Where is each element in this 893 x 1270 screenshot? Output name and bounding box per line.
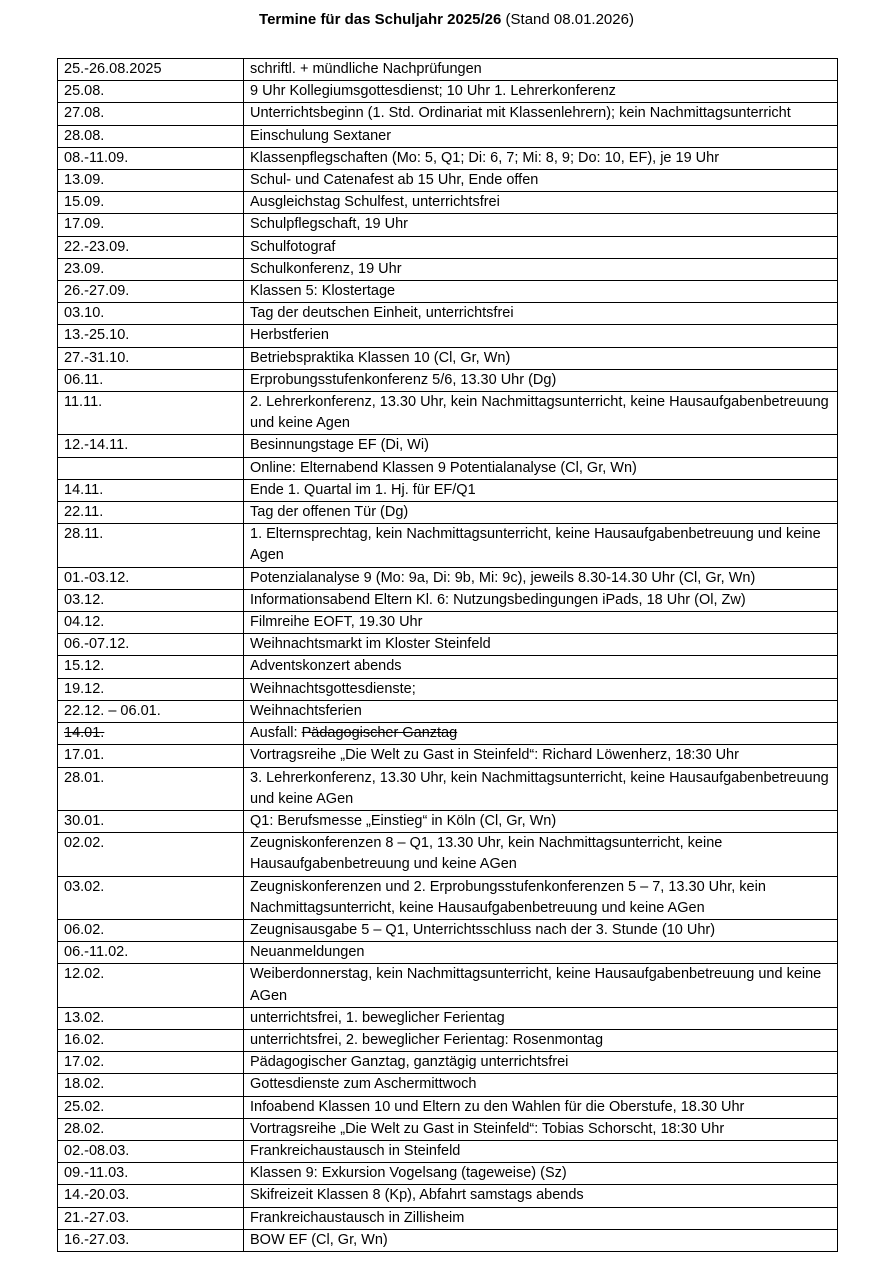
table-row (58, 1229, 838, 1251)
date-cell: 12.-14.11. (58, 435, 244, 457)
date-cell: 28.01. (58, 767, 244, 810)
date-cell: 02.02. (58, 833, 244, 876)
table-row (58, 502, 838, 524)
date-cell: 30.01. (58, 810, 244, 832)
table-row (58, 589, 838, 611)
table-row (58, 125, 838, 147)
event-cell: unterrichtsfrei, 2. beweglicher Ferientag: Rosenmontag (244, 1029, 838, 1051)
date-cell: 27.-31.10. (58, 347, 244, 369)
event-cell: Ausfall: Pädagogischer Ganztag (244, 723, 838, 745)
date-cell: 13.02. (58, 1007, 244, 1029)
table-row (58, 678, 838, 700)
table-row (58, 1185, 838, 1207)
event-cell: Klassen 5: Klostertage (244, 281, 838, 303)
event-cell: Erprobungsstufenkonferenz 5/6, 13.30 Uhr (Dg) (244, 369, 838, 391)
date-cell: 16.-27.03. (58, 1229, 244, 1251)
date-cell: 11.11. (58, 392, 244, 435)
table-row (58, 524, 838, 567)
table-row (58, 1007, 838, 1029)
table-row (58, 81, 838, 103)
event-cell: Tag der offenen Tür (Dg) (244, 502, 838, 524)
table-row (58, 656, 838, 678)
table-row (58, 214, 838, 236)
event-cell: Besinnungstage EF (Di, Wi) (244, 435, 838, 457)
event-cell: Tag der deutschen Einheit, unterrichtsfrei (244, 303, 838, 325)
table-row (58, 876, 838, 919)
event-cell: Weiberdonnerstag, kein Nachmittagsunterricht, keine Hausaufgabenbetreuung und keine AGen (244, 964, 838, 1007)
table-row (58, 59, 838, 81)
event-cell: Betriebspraktika Klassen 10 (Cl, Gr, Wn) (244, 347, 838, 369)
table-row (58, 1207, 838, 1229)
date-cell: 25.-26.08.2025 (58, 59, 244, 81)
event-cell: Einschulung Sextaner (244, 125, 838, 147)
termine-table-body (58, 59, 838, 1252)
table-row (58, 723, 838, 745)
event-cell: schriftl. + mündliche Nachprüfungen (244, 59, 838, 81)
date-cell: 21.-27.03. (58, 1207, 244, 1229)
table-row (58, 1052, 838, 1074)
table-row (58, 612, 838, 634)
event-cell: Klassenpflegschaften (Mo: 5, Q1; Di: 6, 7; Mi: 8, 9; Do: 10, EF), je 19 Uhr (244, 147, 838, 169)
event-cell: Frankreichaustausch in Steinfeld (244, 1140, 838, 1162)
event-cell: Frankreichaustausch in Zillisheim (244, 1207, 838, 1229)
event-cell: Klassen 9: Exkursion Vogelsang (tageweise) (Sz) (244, 1163, 838, 1185)
page-title (0, 10, 893, 30)
title-main: Termine für das Schuljahr 2025/26 (259, 11, 502, 28)
table-row (58, 700, 838, 722)
date-cell: 28.02. (58, 1118, 244, 1140)
date-cell: 25.02. (58, 1096, 244, 1118)
event-cell: Vortragsreihe „Die Welt zu Gast in Steinfeld“: Richard Löwenherz, 18:30 Uhr (244, 745, 838, 767)
event-cell: unterrichtsfrei, 1. beweglicher Ferientag (244, 1007, 838, 1029)
date-cell: 13.09. (58, 170, 244, 192)
table-row (58, 942, 838, 964)
date-cell: 03.12. (58, 589, 244, 611)
event-cell: Zeugniskonferenzen 8 – Q1, 13.30 Uhr, kein Nachmittagsunterricht, keine Hausaufgabenbetreuung und keine AGen (244, 833, 838, 876)
event-cell: Informationsabend Eltern Kl. 6: Nutzungsbedingungen iPads, 18 Uhr (Ol, Zw) (244, 589, 838, 611)
table-row (58, 303, 838, 325)
table-row (58, 479, 838, 501)
date-cell (58, 457, 244, 479)
event-cell: Weihnachtsmarkt im Kloster Steinfeld (244, 634, 838, 656)
table-row (58, 1029, 838, 1051)
date-cell: 25.08. (58, 81, 244, 103)
table-row (58, 103, 838, 125)
struck-date-text: 14.01. (64, 725, 105, 742)
table-row (58, 369, 838, 391)
date-cell: 23.09. (58, 258, 244, 280)
table-row (58, 1096, 838, 1118)
event-cell: Schulfotograf (244, 236, 838, 258)
table-row (58, 634, 838, 656)
table-row (58, 392, 838, 435)
event-cell: 2. Lehrerkonferenz, 13.30 Uhr, kein Nachmittagsunterricht, keine Hausaufgabenbetreuung und keine Agen (244, 392, 838, 435)
date-cell: 27.08. (58, 103, 244, 125)
date-cell: 22.12. – 06.01. (58, 700, 244, 722)
event-cell: Skifreizeit Klassen 8 (Kp), Abfahrt samstags abends (244, 1185, 838, 1207)
date-cell: 15.12. (58, 656, 244, 678)
date-cell: 06.-11.02. (58, 942, 244, 964)
date-cell (58, 723, 244, 745)
date-cell: 17.02. (58, 1052, 244, 1074)
event-cell: Gottesdienste zum Aschermittwoch (244, 1074, 838, 1096)
event-cell: Neuanmeldungen (244, 942, 838, 964)
date-cell: 02.-08.03. (58, 1140, 244, 1162)
table-row (58, 1163, 838, 1185)
event-cell: Online: Elternabend Klassen 9 Potentialanalyse (Cl, Gr, Wn) (244, 457, 838, 479)
event-cell: Schulkonferenz, 19 Uhr (244, 258, 838, 280)
event-cell: Adventskonzert abends (244, 656, 838, 678)
date-cell: 08.-11.09. (58, 147, 244, 169)
date-cell: 17.09. (58, 214, 244, 236)
table-row (58, 1074, 838, 1096)
event-cell: Schul- und Catenafest ab 15 Uhr, Ende offen (244, 170, 838, 192)
table-row (58, 1140, 838, 1162)
date-cell: 22.11. (58, 502, 244, 524)
event-cell: Ende 1. Quartal im 1. Hj. für EF/Q1 (244, 479, 838, 501)
event-cell: Vortragsreihe „Die Welt zu Gast in Steinfeld“: Tobias Schorscht, 18:30 Uhr (244, 1118, 838, 1140)
date-cell: 04.12. (58, 612, 244, 634)
event-cell: Pädagogischer Ganztag, ganztägig unterrichtsfrei (244, 1052, 838, 1074)
table-row (58, 1118, 838, 1140)
event-cell: Zeugniskonferenzen und 2. Erprobungsstufenkonferenzen 5 – 7, 13.30 Uhr, kein Nachmittagsunterricht, keine Hausaufgabenbetreuung und keine AGen (244, 876, 838, 919)
table-row (58, 170, 838, 192)
event-cell: BOW EF (Cl, Gr, Wn) (244, 1229, 838, 1251)
event-cell: Filmreihe EOFT, 19.30 Uhr (244, 612, 838, 634)
date-cell: 16.02. (58, 1029, 244, 1051)
table-row (58, 833, 838, 876)
date-cell: 06.11. (58, 369, 244, 391)
table-row (58, 347, 838, 369)
event-cell: Q1: Berufsmesse „Einstieg“ in Köln (Cl, Gr, Wn) (244, 810, 838, 832)
date-cell: 03.10. (58, 303, 244, 325)
table-row (58, 236, 838, 258)
table-row (58, 258, 838, 280)
table-row (58, 325, 838, 347)
event-cell: Potenzialanalyse 9 (Mo: 9a, Di: 9b, Mi: 9c), jeweils 8.30-14.30 Uhr (Cl, Gr, Wn) (244, 567, 838, 589)
table-row (58, 767, 838, 810)
event-cell: Infoabend Klassen 10 und Eltern zu den Wahlen für die Oberstufe, 18.30 Uhr (244, 1096, 838, 1118)
date-cell: 09.-11.03. (58, 1163, 244, 1185)
table-row (58, 147, 838, 169)
date-cell: 17.01. (58, 745, 244, 767)
date-cell: 15.09. (58, 192, 244, 214)
date-cell: 13.-25.10. (58, 325, 244, 347)
date-cell: 06.-07.12. (58, 634, 244, 656)
struck-event-text: Pädagogischer Ganztag (301, 725, 458, 742)
event-cell: Herbstferien (244, 325, 838, 347)
date-cell: 28.08. (58, 125, 244, 147)
table-row (58, 745, 838, 767)
event-cell: Weihnachtsgottesdienste; (244, 678, 838, 700)
table-row (58, 192, 838, 214)
table-row (58, 810, 838, 832)
table-row (58, 919, 838, 941)
date-cell: 06.02. (58, 919, 244, 941)
date-cell: 28.11. (58, 524, 244, 567)
date-cell: 03.02. (58, 876, 244, 919)
event-cell: 1. Elternsprechtag, kein Nachmittagsunterricht, keine Hausaufgabenbetreuung und keine Agen (244, 524, 838, 567)
title-stand: (Stand 08.01.2026) (501, 11, 634, 28)
termine-table (57, 58, 838, 1252)
table-row (58, 435, 838, 457)
event-cell: 3. Lehrerkonferenz, 13.30 Uhr, kein Nachmittagsunterricht, keine Hausaufgabenbetreuung und keine AGen (244, 767, 838, 810)
date-cell: 01.-03.12. (58, 567, 244, 589)
table-row (58, 964, 838, 1007)
date-cell: 14.-20.03. (58, 1185, 244, 1207)
date-cell: 18.02. (58, 1074, 244, 1096)
event-cell: Ausgleichstag Schulfest, unterrichtsfrei (244, 192, 838, 214)
table-row (58, 567, 838, 589)
event-cell: Zeugnisausgabe 5 – Q1, Unterrichtsschluss nach der 3. Stunde (10 Uhr) (244, 919, 838, 941)
date-cell: 14.11. (58, 479, 244, 501)
event-cell: Unterrichtsbeginn (1. Std. Ordinariat mit Klassenlehrern); kein Nachmittagsunterricht (244, 103, 838, 125)
table-row (58, 457, 838, 479)
event-cell: Schulpflegschaft, 19 Uhr (244, 214, 838, 236)
date-cell: 19.12. (58, 678, 244, 700)
event-cell: Weihnachtsferien (244, 700, 838, 722)
date-cell: 22.-23.09. (58, 236, 244, 258)
event-cell: 9 Uhr Kollegiumsgottesdienst; 10 Uhr 1. Lehrerkonferenz (244, 81, 838, 103)
date-cell: 26.-27.09. (58, 281, 244, 303)
date-cell: 12.02. (58, 964, 244, 1007)
table-row (58, 281, 838, 303)
